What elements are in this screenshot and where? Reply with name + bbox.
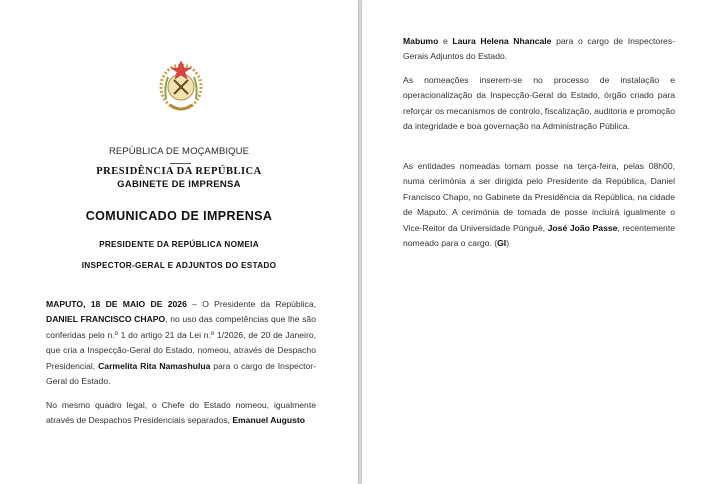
left-page — [0, 0, 358, 484]
deputy-name-1-continued: Mabumo — [403, 36, 439, 46]
body-paragraph-2-continued: Mabumo e Laura Helena Nhancale para o cargo de Inspectores-Gerais Adjuntos do Estado. — [403, 36, 675, 62]
deputy-name-1: Emanuel Augusto — [232, 415, 306, 426]
president-name: DANIEL FRANCISCO CHAPO — [46, 314, 166, 325]
divider-rule — [170, 163, 191, 164]
signature-initials: GI — [497, 238, 507, 249]
body-paragraph-3: As nomeações inserem-se no processo de instalação e operacionalização da Inspecção-Geral do Estado, órgão criado para reforçar os mecanismos de controlo, fiscalização, auditoria e promoção da integridade e boa governação na Administração Pública. — [403, 75, 675, 132]
appointee-name: Carmelita Rita Namashulua — [98, 360, 211, 371]
body-paragraph-4: As entidades nomeadas tomam posse na terça-feira, pelas 08h00, numa cerimónia a ser dirigida pelo Presidente da República, Daniel Francisco Chapo, no Gabinete da Presidência da República, na cidade de Maputo. A cerimónia de tomada de posse incluirá igualmente o Vice-Reitor da Universidade Púnguè, José João Passe, recentemente nomeado para o cargo. (GI) — [403, 161, 675, 249]
presidency-name: PRESIDÊNCIA DA REPÚBLICA — [96, 166, 262, 177]
right-page — [362, 0, 720, 484]
press-office-name: GABINETE DE IMPRENSA — [117, 179, 241, 190]
deputy-name-2: Laura Helena Nhancale — [452, 36, 552, 46]
republic-name: REPÚBLICA DE MOÇAMBIQUE — [108, 146, 250, 157]
dateline: MAPUTO, 18 DE MAIO DE 2026 — [46, 299, 187, 309]
coat-of-arms-emblem — [150, 55, 212, 117]
body-paragraph-2: No mesmo quadro legal, o Chefe do Estado nomeou, igualmente através de Despachos Presidenciais separados, Emanuel Augusto — [46, 400, 316, 426]
document-title: COMUNICADO DE IMPRENSA — [85, 209, 273, 223]
headline-line-2: INSPECTOR-GERAL E ADJUNTOS DO ESTADO — [81, 261, 277, 270]
body-paragraph-1: MAPUTO, 18 DE MAIO DE 2026 – O Presidente da República, DANIEL FRANCISCO CHAPO, no uso das competências que lhe são conferidas pelo n.º 1 do artigo 21 da Lei n.º 1/2026, de 20 de Janeiro, que cria a Inspecção-Geral do Estado, nomeou, através de Despacho Presidencial, Carmelita Rita Namashulua para o cargo de Inspector-Geral do Estado. — [46, 299, 317, 387]
headline-line-1: PRESIDENTE DA REPÚBLICA NOMEIA — [99, 240, 259, 249]
vice-rector-name: José João Passe — [547, 222, 618, 233]
